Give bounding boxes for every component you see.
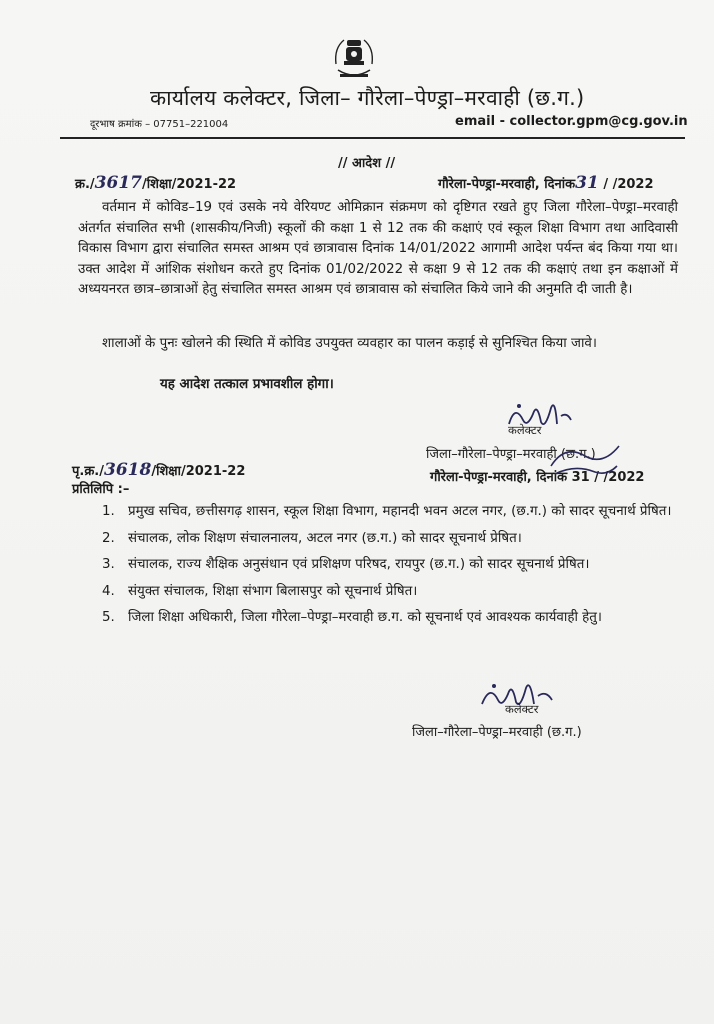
- copy-recipients-list: [102, 502, 687, 635]
- list-item-text: संचालक, लोक शिक्षण संचालनालय, अटल नगर (छ.ग.) को सादर सूचनार्थ प्रेषित।: [128, 530, 522, 546]
- order-place-date: [438, 173, 654, 193]
- signature-1-district: जिला–गौरेला–पेण्ड्रा–मरवाही (छ.ग.): [426, 447, 596, 462]
- list-item-text: जिला शिक्षा अधिकारी, जिला गौरेला–पेण्ड्रा–मरवाही छ.ग. को सूचनार्थ एवं आवश्यक कार्यवाही हेतु।: [128, 610, 603, 625]
- list-item: [102, 502, 687, 523]
- header-divider: [60, 137, 685, 139]
- ref-suffix: /शिक्षा/2021-22: [142, 177, 237, 192]
- copy-label: प्रतिलिपि :–: [72, 482, 130, 497]
- office-email: email - collector.gpm@cg.gov.in: [455, 114, 688, 129]
- order-paragraph-1: वर्तमान में कोविड–19 एवं उसके नये वेरियण्ट ओमिक्रान संक्रमण को दृष्टिगत रखते हुए जिला गौरेला–पेण्ड्रा–मरवाही अंतर्गत संचालित सभी (शासकीय/निजी) स्कूलों की कक्षा 1 से 12 तक की कक्षाएं एवं स्कूल शिक्षा विभाग तथा आदिवासी विकास विभाग द्वारा संचालित समस्त आश्रम एवं छात्रावास दिनांक 14/01/2022 आगामी आदेश पर्यन्त बंद किया गया था। उक्त आदेश में आंशिक संशोधन करते हुए दिनांक 01/02/2022 से कक्षा 9 से 12 तक की कक्षाएं तथा इन कक्षाओं में अध्ययनरत छात्र–छात्राओं हेतु संचालित समस्त आश्रम एवं छात्रावास को संचालित किये जाने की अनुमति दी जाती है।: [78, 200, 678, 297]
- signature-2-district: जिला–गौरेला–पेण्ड्रा–मरवाही (छ.ग.): [412, 725, 582, 740]
- office-stamp-icon: [545, 436, 625, 480]
- handwritten-date-day: 31: [575, 173, 599, 193]
- order-reference: [75, 173, 236, 193]
- order-heading: // आदेश //: [338, 156, 396, 171]
- list-item: [102, 608, 687, 629]
- list-item-number: 5.: [102, 610, 115, 625]
- list-item-text: प्रमुख सचिव, छत्तीसगढ़ शासन, स्कूल शिक्षा विभाग, महानदी भवन अटल नगर, (छ.ग.) को सादर सूचनार्थ प्रेषित।: [128, 504, 672, 519]
- place-date-prefix: गौरेला-पेण्ड्रा-मरवाही, दिनांक: [438, 177, 576, 192]
- office-title: कार्यालय कलेक्टर, जिला– गौरेला–पेण्ड्रा–मरवाही (छ.ग.): [150, 86, 585, 110]
- list-item-number: 1.: [102, 504, 115, 519]
- handwritten-copy-ref-number: 3618: [104, 460, 152, 480]
- list-item-text: संयुक्त संचालक, शिक्षा संभाग बिलासपुर को सूचनार्थ प्रेषित।: [128, 583, 418, 599]
- state-emblem-icon: [332, 30, 376, 82]
- signature-1-place-date: गौरेला-पेण्ड्रा-मरवाही, दिनांक 31 / /2022: [430, 470, 645, 485]
- list-item-number: 2.: [102, 530, 115, 546]
- ref-prefix: क्र./: [75, 177, 95, 192]
- order-effect-line: यह आदेश तत्काल प्रभावशील होगा।: [160, 377, 334, 392]
- list-item: [102, 582, 687, 603]
- list-item-text: संचालक, राज्य शैक्षिक अनुसंधान एवं प्रशिक्षण परिषद, रायपुर (छ.ग.) को सादर सूचनार्थ प्रेषित।: [128, 557, 590, 572]
- list-item: [102, 529, 687, 550]
- signature-1-designation: कलेक्टर: [508, 423, 542, 437]
- copy-ref-prefix: पृ.क्र./: [72, 464, 104, 479]
- signature-2-designation: कलेक्टर: [505, 702, 539, 716]
- list-item-number: 3.: [102, 557, 115, 572]
- handwritten-ref-number: 3617: [94, 173, 142, 193]
- copy-ref-suffix: /शिक्षा/2021-22: [151, 464, 246, 479]
- order-paragraph-2: शालाओं के पुनः खोलने की स्थिति में कोविड उपयुक्त व्यवहार का पालन कड़ाई से सुनिश्चित किया जावे।: [102, 336, 597, 351]
- list-item-number: 4.: [102, 583, 115, 599]
- copy-reference: [72, 460, 245, 480]
- phone-number: दूरभाष क्रमांक – 07751–221004: [90, 119, 229, 130]
- date-rest: / /2022: [598, 177, 654, 192]
- list-item: [102, 555, 687, 576]
